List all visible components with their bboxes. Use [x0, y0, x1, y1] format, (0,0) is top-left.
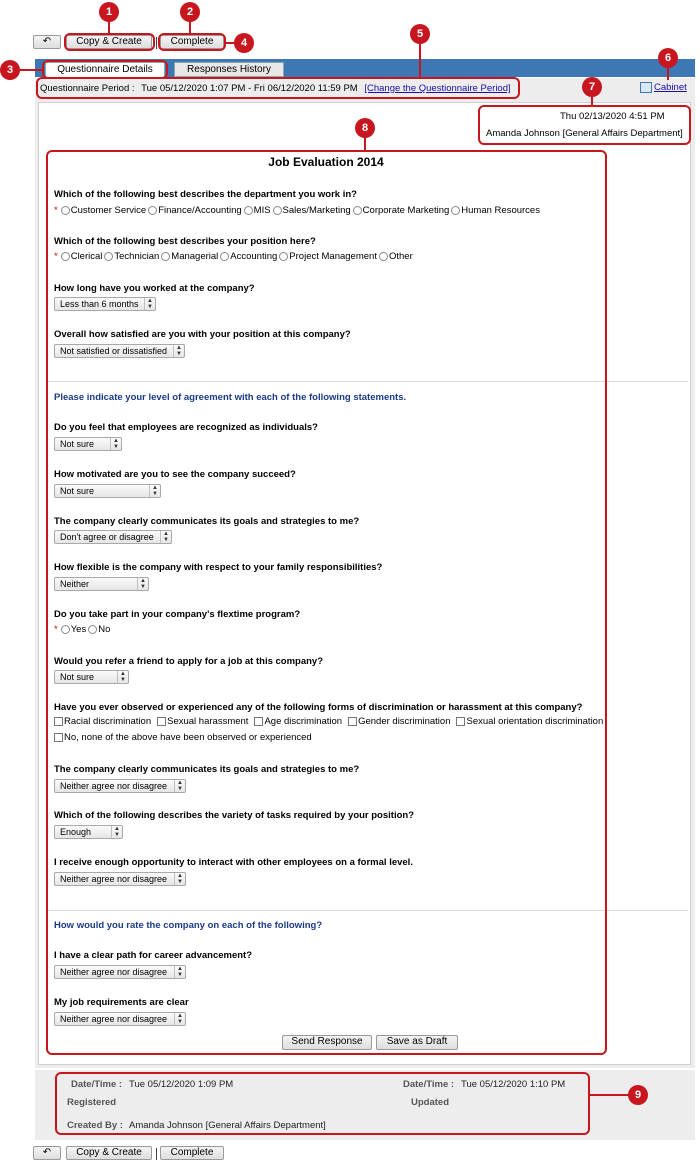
- callout-line: [19, 69, 43, 71]
- question-7: The company clearly communicates its goals and strategies to me?: [54, 516, 360, 527]
- complete-button-bottom[interactable]: Complete: [160, 1146, 224, 1160]
- updated-label: Date/Time :: [403, 1079, 455, 1090]
- question-3: How long have you worked at the company?: [54, 283, 255, 294]
- q2-option-label: Other: [388, 251, 413, 262]
- q4-select[interactable]: Not satisfied or dissatisfied ▲ ▼: [54, 344, 185, 358]
- meta-datetime: Thu 02/13/2020 4:51 PM: [560, 111, 665, 122]
- chevron-updown-icon: ▲ ▼: [111, 826, 122, 838]
- callout-8: 8: [355, 118, 375, 138]
- question-9: Do you take part in your company's flextime program?: [54, 609, 301, 620]
- required-mark: *: [54, 624, 58, 635]
- q2-option-label: Clerical: [70, 251, 103, 262]
- q6-select[interactable]: Not sure ▲ ▼: [54, 484, 161, 498]
- annotation-box-footer: [55, 1072, 590, 1135]
- annotation-box-form: [46, 150, 607, 1055]
- form-title: Job Evaluation 2014: [268, 155, 384, 169]
- question-12: The company clearly communicates its goals and strategies to me?: [54, 764, 360, 775]
- registered-value: Tue 05/12/2020 1:09 PM: [129, 1079, 234, 1090]
- tab-responses-history[interactable]: Responses History: [174, 62, 284, 77]
- cabinet-link[interactable]: Cabinet: [640, 82, 687, 93]
- callout-2: 2: [180, 2, 200, 22]
- question-11: Have you ever observed or experienced any of the following forms of discrimination or harassment at this company?: [54, 702, 583, 713]
- q14-select[interactable]: Neither agree nor disagree ▲ ▼: [54, 872, 186, 886]
- q11-option-label: Gender discrimination: [358, 716, 451, 727]
- cabinet-icon: [640, 82, 652, 93]
- q1-option-label: Corporate Marketing: [362, 205, 450, 216]
- registered-label-2: Registered: [67, 1097, 117, 1108]
- question-15: I have a clear path for career advancement?: [54, 950, 253, 961]
- annotation-box-toolbar: [64, 33, 155, 51]
- callout-7: 7: [582, 77, 602, 97]
- q1-option-label: Customer Service: [70, 205, 147, 216]
- callout-line: [108, 20, 110, 34]
- tab-questionnaire-details[interactable]: Questionnaire Details: [45, 62, 165, 78]
- q11-option-label: No, none of the above have been observed or experienced: [64, 732, 312, 743]
- copy-create-button-bottom[interactable]: Copy & Create: [66, 1146, 152, 1160]
- save-draft-button[interactable]: Save as Draft: [376, 1035, 458, 1050]
- required-mark: *: [54, 251, 58, 262]
- q10-select[interactable]: Not sure ▲ ▼: [54, 670, 129, 684]
- q1-option-label: Human Resources: [461, 205, 540, 216]
- q12-select[interactable]: Neither agree nor disagree ▲ ▼: [54, 779, 186, 793]
- q9-option-label: Yes: [70, 624, 87, 635]
- back-button[interactable]: ↶: [33, 35, 61, 49]
- question-10: Would you refer a friend to apply for a job at this company?: [54, 656, 324, 667]
- question-2: Which of the following best describes your position here?: [54, 236, 316, 247]
- question-4: Overall how satisfied are you with your position at this company?: [54, 329, 351, 340]
- callout-1: 1: [99, 2, 119, 22]
- required-mark: *: [54, 205, 58, 216]
- q15-select[interactable]: Neither agree nor disagree ▲ ▼: [54, 965, 186, 979]
- section-heading-rating: How would you rate the company on each of the following?: [54, 920, 323, 931]
- toolbar-separator: [156, 1148, 157, 1160]
- callout-6: 6: [658, 48, 678, 68]
- change-period-link[interactable]: [Change the Questionnaire Period]: [364, 83, 511, 94]
- q11-option-label: Sexual orientation discrimination: [466, 716, 604, 727]
- annotation-box-meta: [478, 105, 691, 145]
- callout-9: 9: [628, 1085, 648, 1105]
- callout-line: [189, 20, 191, 34]
- q1-option-label: Finance/Accounting: [158, 205, 242, 216]
- chevron-updown-icon: ▲ ▼: [117, 671, 128, 683]
- q8-select[interactable]: Neither ▲ ▼: [54, 577, 149, 591]
- updated-label-2: Updated: [411, 1097, 449, 1108]
- created-by-value: Amanda Johnson [General Affairs Department]: [129, 1120, 326, 1131]
- period-value: Tue 05/12/2020 1:07 PM - Fri 06/12/2020 11:59 PM: [141, 83, 358, 94]
- q11-option-label: Sexual harassment: [167, 716, 249, 727]
- q16-select[interactable]: Neither agree nor disagree ▲ ▼: [54, 1012, 186, 1026]
- callout-3: 3: [0, 60, 20, 80]
- callout-4: 4: [234, 33, 254, 53]
- question-6: How motivated are you to see the company succeed?: [54, 469, 296, 480]
- question-5: Do you feel that employees are recognized as individuals?: [54, 422, 318, 433]
- callout-line: [590, 1094, 630, 1096]
- q2-option-label: Technician: [114, 251, 160, 262]
- callout-5: 5: [410, 24, 430, 44]
- chevron-updown-icon: ▲ ▼: [110, 438, 121, 450]
- callout-line: [419, 43, 421, 78]
- back-button-bottom[interactable]: ↶: [33, 1146, 61, 1160]
- q11-option-label: Age discrimination: [264, 716, 343, 727]
- chevron-updown-icon: ▲ ▼: [174, 1013, 185, 1025]
- q1-option-label: Sales/Marketing: [282, 205, 351, 216]
- q13-select[interactable]: Enough ▲ ▼: [54, 825, 123, 839]
- q2-option-label: Project Management: [289, 251, 377, 262]
- chevron-updown-icon: ▲ ▼: [137, 578, 148, 590]
- question-1: Which of the following best describes the department you work in?: [54, 189, 357, 200]
- updated-value: Tue 05/12/2020 1:10 PM: [461, 1079, 566, 1090]
- annotation-box-complete: [158, 33, 226, 51]
- q5-select[interactable]: Not sure ▲ ▼: [54, 437, 122, 451]
- section-heading-agreement: Please indicate your level of agreement with each of the following statements.: [54, 392, 407, 403]
- period-label: Questionnaire Period :: [40, 83, 135, 94]
- copy-create-button[interactable]: Copy & Create: [66, 35, 152, 49]
- send-response-button[interactable]: Send Response: [282, 1035, 372, 1050]
- registered-label: Date/Time :: [71, 1079, 123, 1090]
- question-14: I receive enough opportunity to interact with other employees on a formal level.: [54, 857, 413, 868]
- question-16: My job requirements are clear: [54, 997, 189, 1008]
- q9-option-label: No: [98, 624, 111, 635]
- meta-user: Amanda Johnson [General Affairs Department]: [486, 128, 683, 139]
- q3-select[interactable]: Less than 6 months ▲ ▼: [54, 297, 156, 311]
- q2-option-label: Accounting: [230, 251, 278, 262]
- q11-option-label: Racial discrimination: [64, 716, 152, 727]
- q1-option-label: MIS: [253, 205, 271, 216]
- chevron-updown-icon: ▲ ▼: [144, 298, 155, 310]
- created-by-label: Created By :: [67, 1120, 123, 1131]
- chevron-updown-icon: ▲ ▼: [173, 345, 184, 357]
- question-8: How flexible is the company with respect to your family responsibilities?: [54, 562, 383, 573]
- chevron-updown-icon: ▲ ▼: [160, 531, 171, 543]
- chevron-updown-icon: ▲ ▼: [174, 966, 185, 978]
- chevron-updown-icon: ▲ ▼: [174, 873, 185, 885]
- callout-line: [364, 136, 366, 151]
- q7-select[interactable]: Don't agree or disagree ▲ ▼: [54, 530, 172, 544]
- chevron-updown-icon: ▲ ▼: [174, 780, 185, 792]
- chevron-updown-icon: ▲ ▼: [149, 485, 160, 497]
- complete-button[interactable]: Complete: [160, 35, 224, 49]
- question-13: Which of the following describes the variety of tasks required by your position?: [54, 810, 414, 821]
- toolbar-separator: [156, 37, 157, 49]
- callout-line: [667, 66, 669, 80]
- annotation-box-period: [36, 77, 520, 99]
- q2-option-label: Managerial: [171, 251, 219, 262]
